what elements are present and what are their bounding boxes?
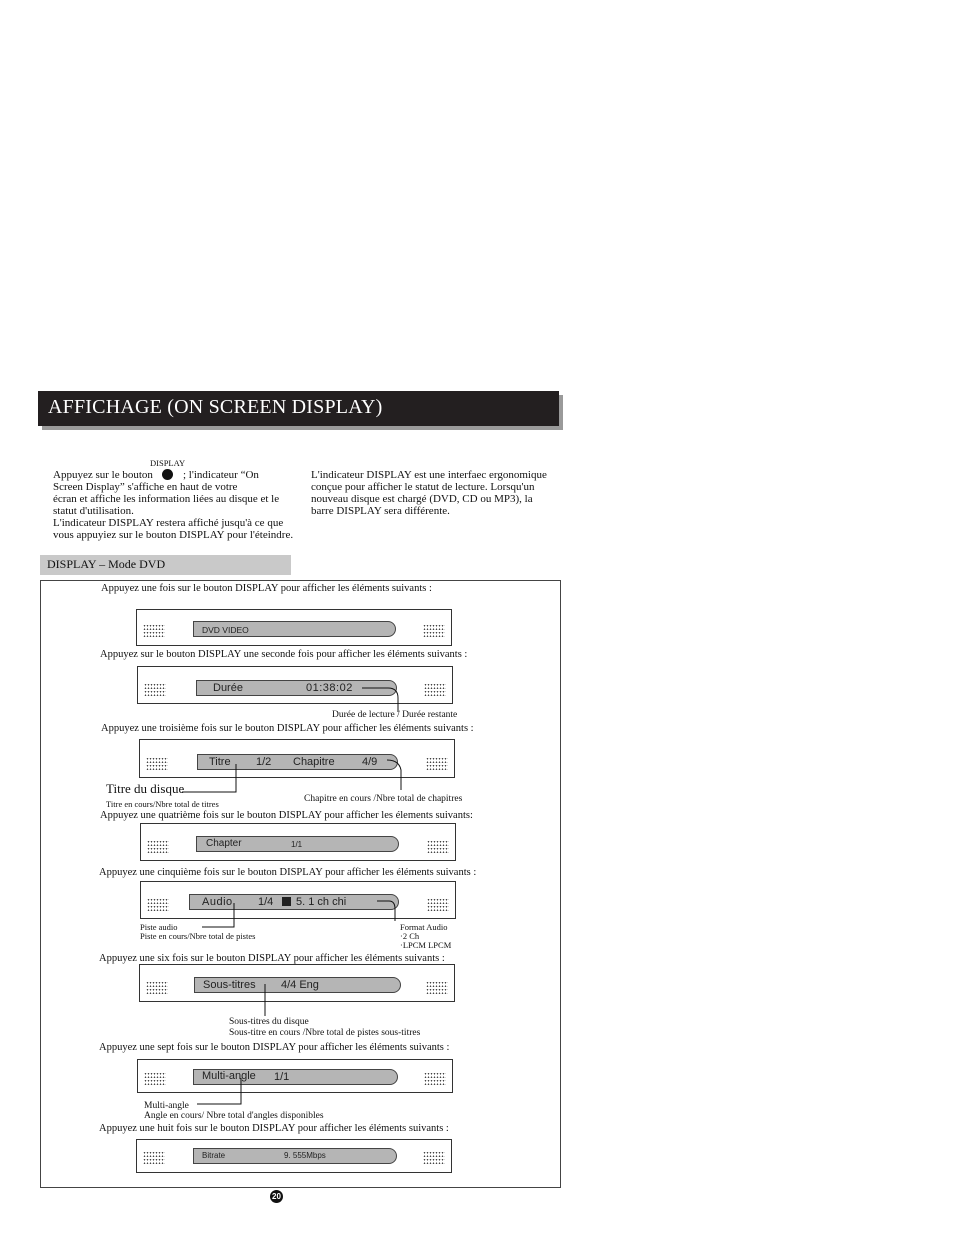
- dolby-icon: [282, 897, 291, 906]
- intro-left-line-7: vous appuyiez sur le bouton DISPLAY pour l'éteindre.: [53, 529, 294, 541]
- osd-multi-angle-label: Multi-angle: [202, 1070, 256, 1082]
- speaker-grille-icon: [423, 1151, 445, 1165]
- speaker-grille-icon: [426, 981, 448, 995]
- note-piste-1: Piste audio: [140, 922, 178, 932]
- osd-bitrate-label: Bitrate: [202, 1151, 226, 1160]
- step-7-text: Appuyez une sept fois sur le bouton DISPLAY pour afficher les éléments suivants :: [99, 1042, 450, 1053]
- speaker-grille-icon: [143, 1151, 165, 1165]
- speaker-grille-icon: [147, 840, 169, 854]
- note-titre-head: Titre du disque: [106, 781, 185, 796]
- angle-callout-line: [195, 1076, 245, 1110]
- note-sous-2: Sous-titre en cours /Nbre total de pistes sous-titres: [229, 1028, 421, 1038]
- speaker-grille-icon: [427, 840, 449, 854]
- step-6-text: Appuyez une six fois sur le bouton DISPLAY pour afficher les éléments suivants :: [99, 953, 445, 964]
- display-button-icon: [162, 469, 173, 480]
- osd-chapter-label: Chapter: [206, 838, 242, 849]
- intro-left-line-5: statut d'utilisation.: [53, 505, 134, 517]
- chapitre-callout-line: [385, 756, 415, 792]
- speaker-grille-icon: [144, 683, 166, 697]
- osd-duree-value: 01:38:02: [306, 682, 353, 694]
- step-3-text: Appuyez une troisième fois sur le bouton DISPLAY pour afficher les éléments suivants :: [101, 723, 474, 734]
- format-callout-line: [375, 897, 405, 923]
- step-1-text: Appuyez une fois sur le bouton DISPLAY pour afficher les éléments suivants :: [101, 583, 432, 594]
- osd-bitrate-value: 9. 555Mbps: [284, 1151, 326, 1160]
- osd-sous-titres-value: 4/4 Eng: [281, 979, 319, 991]
- intro-right-line-4: barre DISPLAY sera différente.: [311, 505, 450, 517]
- note-sous-1: Sous-titres du disque: [229, 1017, 309, 1027]
- step-5-text: Appuyez une cinquième fois sur le bouton DISPLAY pour afficher les éléments suivants :: [99, 867, 477, 878]
- osd-titre-value: 1/2: [256, 756, 272, 768]
- speaker-grille-icon: [146, 757, 168, 771]
- note-format-3: ·LPCM LPCM: [400, 940, 452, 950]
- step-4-text: Appuyez une quatrième fois sur le bouton DISPLAY pour afficher les élements suivants:: [100, 810, 473, 821]
- note-angle-1: Multi-angle: [144, 1101, 189, 1111]
- intro-left-line-6: L'indicateur DISPLAY restera affiché jusqu'à ce que: [53, 517, 284, 529]
- intro-right-line-3: nouveau disque est chargé (DVD, CD ou MP3), la: [311, 493, 533, 505]
- page-title: AFFICHAGE (ON SCREEN DISPLAY): [48, 396, 383, 418]
- speaker-grille-icon: [146, 981, 168, 995]
- osd-chapitre-value: 4/9: [362, 756, 378, 768]
- speaker-grille-icon: [424, 683, 446, 697]
- note-format-1: Format Audio: [400, 922, 448, 932]
- intro-left-line-4: écran et affiche les information liées au disque et le: [53, 493, 280, 505]
- step-2-text: Appuyez sur le bouton DISPLAY une seconde fois pour afficher les éléments suivants :: [100, 649, 468, 660]
- note-piste-2: Piste en cours/Nbre total de pistes: [140, 931, 256, 941]
- speaker-grille-icon: [143, 624, 165, 638]
- speaker-grille-icon: [426, 757, 448, 771]
- intro-left-line-3: Screen Display” s'affiche en haut de votre: [53, 481, 238, 493]
- speaker-grille-icon: [147, 898, 169, 912]
- osd-dvd-video: DVD VIDEO: [202, 625, 249, 635]
- page-number: 20: [270, 1190, 283, 1203]
- osd-chapitre-label: Chapitre: [293, 756, 335, 768]
- note-chapitre: Chapitre en cours /Nbre total de chapitres: [304, 794, 463, 804]
- osd-duree-label: Durée: [213, 682, 243, 694]
- note-titre-sub: Titre en cours/Nbre total de titres: [106, 799, 219, 809]
- intro-right-line-2: conçue pour afficher le statut de lecture. Lorsqu'un: [311, 481, 535, 493]
- osd-titre-label: Titre: [209, 756, 231, 768]
- note-duree: Durée de lecture / Durée restante: [332, 710, 458, 720]
- titre-callout-line: [180, 762, 250, 798]
- osd-sous-titres-label: Sous-titres: [203, 979, 256, 991]
- speaker-grille-icon: [423, 624, 445, 638]
- intro-right-line-1: L'indicateur DISPLAY est une interfaec ergonomique: [311, 469, 547, 481]
- osd-audio-label: Audio: [202, 896, 233, 908]
- osd-audio-format: 5. 1 ch chi: [296, 896, 347, 908]
- osd-chapter-value: 1/1: [291, 840, 303, 849]
- osd-audio-value: 1/4: [258, 896, 274, 908]
- intro-left-line-2: ; l'indicateur “On: [183, 469, 259, 481]
- sous-titres-callout-line: [260, 982, 270, 1018]
- note-angle-2: Angle en cours/ Nbre total d'angles disponibles: [144, 1111, 324, 1121]
- note-format-2: ·2 Ch: [400, 931, 420, 941]
- step-8-text: Appuyez une huit fois sur le bouton DISPLAY pour afficher les éléments suivants :: [99, 1123, 449, 1134]
- speaker-grille-icon: [424, 1072, 446, 1086]
- speaker-grille-icon: [144, 1072, 166, 1086]
- section-title: DISPLAY – Mode DVD: [47, 557, 166, 571]
- piste-callout-line: [200, 901, 245, 931]
- osd-multi-angle-value: 1/1: [274, 1071, 290, 1083]
- speaker-grille-icon: [427, 898, 449, 912]
- intro-left-line-1: Appuyez sur le bouton: [53, 469, 153, 481]
- display-button-label: DISPLAY: [150, 458, 186, 468]
